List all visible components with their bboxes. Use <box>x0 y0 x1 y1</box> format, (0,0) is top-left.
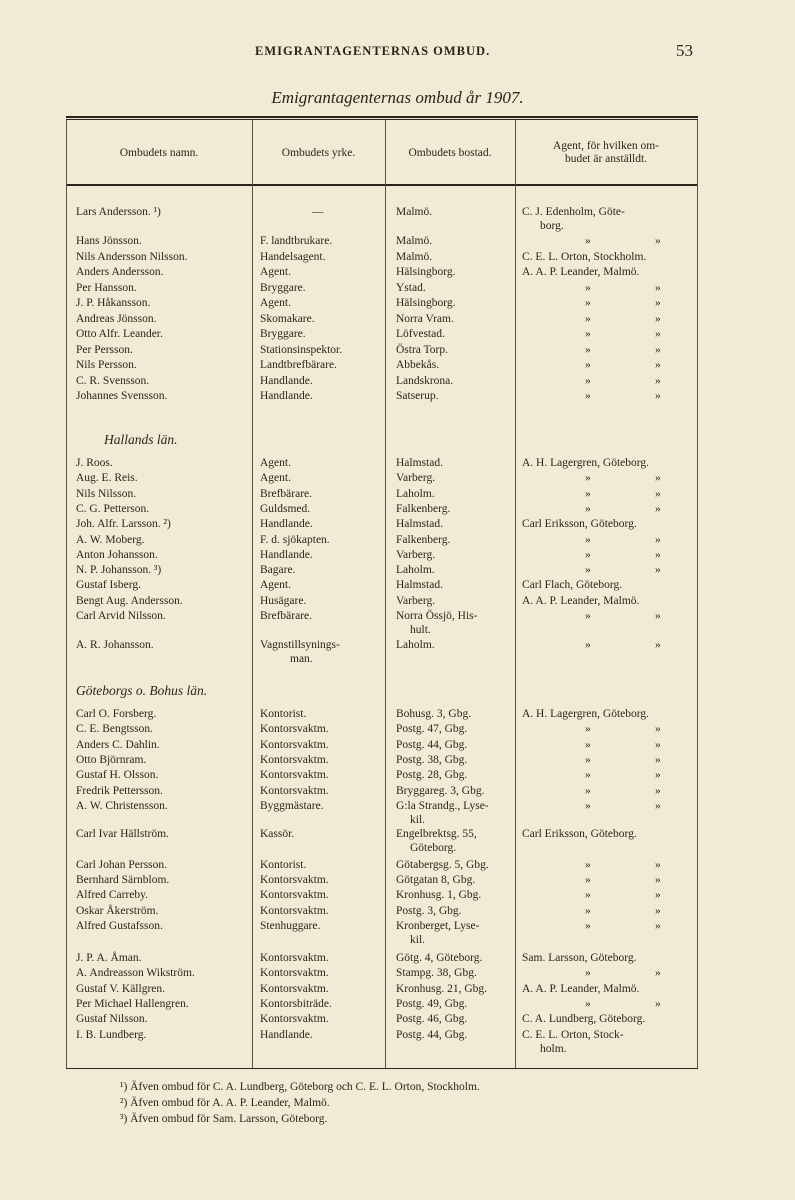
ditto-mark: » <box>585 769 591 782</box>
document-title: Emigrantagenternas ombud år 1907. <box>271 88 524 107</box>
cell-residence-cont: kil. <box>410 934 426 946</box>
cell-name: C. E. Bengtsson. <box>76 723 153 736</box>
cell-profession: Kontorist. <box>260 858 307 871</box>
ditto-mark: » <box>585 281 591 294</box>
cell-residence: Bryggareg. 3, Gbg. <box>396 784 485 797</box>
ditto-mark: » <box>655 723 661 736</box>
ditto-mark: » <box>585 738 591 751</box>
running-head <box>0 41 795 64</box>
cell-profession: Agent. <box>260 297 291 309</box>
cell-profession: Kontorsbiträde. <box>260 997 332 1010</box>
ditto-mark: » <box>655 889 661 902</box>
cell-agent-cont: borg. <box>540 220 564 232</box>
cell-profession: Agent. <box>260 472 291 485</box>
header-bottom-rule <box>66 184 698 186</box>
ditto-mark: » <box>655 874 661 887</box>
cell-residence: Norra Vram. <box>396 312 454 325</box>
ditto-mark: » <box>585 359 591 371</box>
cell-residence: Kronhusg. 1, Gbg. <box>396 889 482 902</box>
ditto-mark: » <box>585 487 591 500</box>
cell-profession: Kontorsvaktm. <box>260 1013 329 1026</box>
cell-residence: Postg. 44, Gbg. <box>396 738 468 751</box>
cell-profession: Brefbärare. <box>260 487 313 500</box>
header-agent <box>515 128 697 178</box>
cell-profession: Handelsagent. <box>260 250 326 263</box>
cell-name: Carl Arvid Nilsson. <box>76 610 166 622</box>
cell-profession: Kontorsvaktm. <box>260 769 329 782</box>
ditto-mark: » <box>655 374 661 387</box>
ditto-mark: » <box>585 799 591 812</box>
cell-name: N. P. Johansson. ³) <box>76 564 162 577</box>
cell-residence-cont: kil. <box>410 813 426 826</box>
cell-residence: Falkenberg. <box>396 533 451 546</box>
ditto-mark: » <box>655 297 661 309</box>
cell-profession: F. landtbrukare. <box>260 235 333 247</box>
cell-name: A. Andreasson Wikström. <box>76 967 195 980</box>
cell-profession: Kontorsvaktm. <box>260 982 329 995</box>
cell-profession: Handlande. <box>260 374 313 387</box>
cell-profession: Agent. <box>260 266 291 278</box>
ditto-mark: » <box>585 639 591 651</box>
cell-residence: Postg. 47, Gbg. <box>396 723 468 736</box>
ditto-mark: » <box>655 343 661 356</box>
cell-residence: Varberg. <box>396 472 436 485</box>
cell-name: Alfred Carreby. <box>76 889 149 902</box>
cell-profession: Kontorsvaktm. <box>260 753 329 766</box>
cell-profession: Kontorsvaktm. <box>260 784 329 797</box>
ditto-mark: » <box>585 390 591 402</box>
cell-residence: Malmö. <box>396 250 433 263</box>
cell-agent: C. E. L. Orton, Stockholm. <box>522 250 647 263</box>
cell-name: I. B. Lundberg. <box>76 1028 147 1041</box>
ditto-mark: » <box>655 472 661 485</box>
cell-agent: C. A. Lundberg, Göteborg. <box>522 1013 646 1026</box>
cell-residence: Götabergsg. 5, Gbg. <box>396 858 489 871</box>
ditto-mark: » <box>585 967 591 980</box>
cell-residence: Kronberget, Lyse- <box>396 920 480 932</box>
cell-residence: Halmstad. <box>396 518 443 531</box>
cell-agent: A. A. P. Leander, Malmö. <box>522 982 640 995</box>
cell-residence: Stampg. 38, Gbg. <box>396 967 477 980</box>
table-top-rule-thin <box>66 119 698 120</box>
cell-name: Gustaf V. Källgren. <box>76 982 166 995</box>
ditto-mark: » <box>585 472 591 485</box>
cell-name: Carl Johan Persson. <box>76 858 168 871</box>
cell-residence: Varberg. <box>396 548 436 561</box>
cell-agent: A. A. P. Leander, Malmö. <box>522 594 640 607</box>
cell-residence: Laholm. <box>396 564 435 577</box>
cell-residence: Löfvestad. <box>396 328 445 340</box>
ditto-mark: » <box>585 723 591 736</box>
cell-residence-cont: hult. <box>410 624 431 636</box>
cell-residence: Ystad. <box>396 281 426 294</box>
cell-residence: Satserup. <box>396 390 439 402</box>
cell-agent: Carl Eriksson, Göteborg. <box>522 827 637 840</box>
cell-profession: Kontorist. <box>260 708 307 720</box>
cell-residence: Postg. 46, Gbg. <box>396 1013 468 1026</box>
cell-residence: Abbekås. <box>396 359 440 371</box>
ditto-mark: » <box>655 967 661 980</box>
cell-residence: Hälsingborg. <box>396 266 456 278</box>
cell-profession: Kontorsvaktm. <box>260 952 329 964</box>
ditto-mark: » <box>655 487 661 500</box>
footnote: ³) Äfven ombud för Sam. Larsson, Göteborg. <box>120 1113 328 1125</box>
ditto-mark: » <box>585 235 591 247</box>
cell-residence: Götgatan 8, Gbg. <box>396 874 476 887</box>
column-divider <box>66 120 67 1068</box>
cell-agent: C. E. L. Orton, Stock- <box>522 1028 624 1041</box>
cell-residence: Halmstad. <box>396 457 443 469</box>
ditto-mark: » <box>655 639 661 651</box>
ditto-mark: » <box>655 533 661 546</box>
ditto-mark: » <box>655 904 661 917</box>
cell-residence: Laholm. <box>396 487 435 500</box>
cell-agent: A. A. P. Leander, Malmö. <box>522 266 640 278</box>
cell-name: Fredrik Pettersson. <box>76 784 163 797</box>
cell-name: Johannes Svensson. <box>76 390 168 402</box>
cell-name: Aug. E. Reis. <box>76 472 138 485</box>
cell-name: Otto Björnram. <box>76 753 147 766</box>
cell-agent: A. H. Lagergren, Göteborg. <box>522 457 649 469</box>
cell-name: Anton Johansson. <box>76 548 158 561</box>
ditto-mark: » <box>655 328 661 340</box>
ditto-mark: » <box>655 799 661 812</box>
cell-name: J. P. A. Åman. <box>76 952 142 964</box>
cell-name: Gustaf Nilsson. <box>76 1013 148 1026</box>
cell-profession: Handlande. <box>260 548 313 561</box>
ditto-mark: » <box>585 312 591 325</box>
cell-residence: Postg. 3, Gbg. <box>396 904 462 917</box>
cell-name: Otto Alfr. Leander. <box>76 328 163 340</box>
ditto-mark: » <box>655 235 661 247</box>
cell-residence: Norra Össjö, His- <box>396 610 478 622</box>
cell-residence: Östra Torp. <box>396 343 449 356</box>
cell-profession: Kontorsvaktm. <box>260 723 329 736</box>
ditto-mark: » <box>585 997 591 1010</box>
cell-residence-cont: Göteborg. <box>410 841 457 854</box>
cell-name: Bengt Aug. Andersson. <box>76 594 183 607</box>
cell-residence: Postg. 28, Gbg. <box>396 769 468 782</box>
cell-name: Alfred Gustafsson. <box>76 920 163 932</box>
cell-residence: Engelbrektsg. 55, <box>396 827 477 840</box>
page-number: 53 <box>676 41 693 60</box>
cell-name: Nils Persson. <box>76 359 137 371</box>
cell-residence: Postg. 44, Gbg. <box>396 1028 468 1041</box>
cell-name: Per Michael Hallengren. <box>76 997 189 1010</box>
ditto-mark: » <box>655 920 661 932</box>
ditto-mark: » <box>655 312 661 325</box>
cell-name: Per Hansson. <box>76 281 137 294</box>
ditto-mark: » <box>585 784 591 797</box>
ditto-mark: » <box>655 564 661 577</box>
cell-profession: Byggmästare. <box>260 799 324 812</box>
ditto-mark: » <box>655 784 661 797</box>
ditto-mark: » <box>585 564 591 577</box>
cell-residence: Falkenberg. <box>396 502 451 515</box>
cell-name: Anders C. Dahlin. <box>76 738 160 751</box>
cell-name: J. Roos. <box>76 457 113 469</box>
cell-name: Hans Jönsson. <box>76 235 142 247</box>
section-heading-halland: Hallands län. <box>104 432 178 447</box>
cell-name: A. R. Johansson. <box>76 639 154 651</box>
cell-name: C. R. Svensson. <box>76 374 150 387</box>
section-heading-goteborg: Göteborgs o. Bohus län. <box>76 683 208 698</box>
footnote: ²) Äfven ombud för A. A. P. Leander, Malmö. <box>120 1097 330 1109</box>
cell-profession: Agent. <box>260 579 291 592</box>
ditto-mark: » <box>585 502 591 515</box>
ditto-mark: » <box>655 997 661 1010</box>
ditto-mark: » <box>585 533 591 546</box>
cell-name: Joh. Alfr. Larsson. ²) <box>76 518 171 531</box>
cell-name: Nils Andersson Nilsson. <box>76 250 188 263</box>
cell-residence: Bohusg. 3, Gbg. <box>396 708 472 720</box>
cell-profession: Bagare. <box>260 564 296 577</box>
cell-profession: Kontorsvaktm. <box>260 738 329 751</box>
ditto-mark: » <box>585 904 591 917</box>
ditto-mark: » <box>655 738 661 751</box>
ditto-mark: » <box>655 281 661 294</box>
cell-name: A. W. Moberg. <box>76 533 145 546</box>
header-name: Ombudets namn. <box>119 146 199 159</box>
cell-residence: Malmö. <box>396 235 433 247</box>
cell-agent: C. J. Edenholm, Göte- <box>522 206 625 218</box>
ditto-mark: » <box>585 889 591 902</box>
ditto-mark: » <box>655 610 661 622</box>
ditto-mark: » <box>655 753 661 766</box>
ditto-mark: » <box>585 297 591 309</box>
cell-residence: Kronhusg. 21, Gbg. <box>396 982 488 995</box>
ditto-mark: » <box>655 359 661 371</box>
table-bottom-rule <box>66 1068 698 1069</box>
cell-profession: Landtbrefbärare. <box>260 359 337 371</box>
running-head-title: EMIGRANTAGENTERNAS OMBUD. <box>255 44 491 58</box>
ditto-mark: » <box>585 610 591 622</box>
cell-name: Nils Nilsson. <box>76 487 137 500</box>
cell-profession: Kontorsvaktm. <box>260 889 329 902</box>
cell-name: Bernhard Särnblom. <box>76 874 170 887</box>
cell-profession: Kontorsvaktm. <box>260 874 329 887</box>
cell-residence: G:la Strandg., Lyse- <box>396 799 489 812</box>
cell-name: Andreas Jönsson. <box>76 312 157 325</box>
ditto-mark: » <box>585 374 591 387</box>
cell-profession: Kassör. <box>260 827 295 840</box>
cell-residence: Postg. 38, Gbg. <box>396 753 468 766</box>
cell-name: Lars Andersson. ¹) <box>76 206 161 218</box>
cell-profession: Agent. <box>260 457 291 469</box>
header-profession: Ombudets yrke. <box>281 146 356 159</box>
cell-name: J. P. Håkansson. <box>76 297 151 309</box>
header-residence: Ombudets bostad. <box>408 146 492 159</box>
ditto-mark: » <box>585 753 591 766</box>
cell-name: Carl Ivar Hällström. <box>76 827 169 840</box>
cell-residence: Postg. 49, Gbg. <box>396 997 468 1010</box>
column-divider <box>515 120 516 1068</box>
cell-agent: Sam. Larsson, Göteborg. <box>522 952 637 964</box>
cell-residence: Laholm. <box>396 639 435 651</box>
cell-agent: Carl Eriksson, Göteborg. <box>522 518 637 531</box>
cell-residence: Götg. 4, Göteborg. <box>396 952 483 964</box>
ditto-mark: » <box>655 769 661 782</box>
cell-profession: Vagnstillsynings- <box>260 639 340 651</box>
cell-residence: Halmstad. <box>396 579 443 592</box>
cell-profession: Kontorsvaktm. <box>260 904 329 917</box>
ditto-mark: » <box>585 874 591 887</box>
cell-profession: Bryggare. <box>260 328 306 340</box>
cell-name: Per Persson. <box>76 343 133 356</box>
cell-name: A. W. Christensson. <box>76 799 168 812</box>
ditto-mark: » <box>585 858 591 871</box>
header-agent-line1: Agent, för hvilken om- <box>552 140 660 152</box>
ditto-mark: » <box>585 328 591 340</box>
cell-residence: Malmö. <box>396 206 433 218</box>
cell-profession: Guldsmed. <box>260 502 311 515</box>
cell-profession: — <box>312 206 324 218</box>
cell-profession: Husägare. <box>260 594 307 607</box>
cell-residence: Hälsingborg. <box>396 297 456 309</box>
cell-profession: Stationsinspektor. <box>260 343 343 356</box>
cell-profession: Handlande. <box>260 1028 313 1041</box>
cell-name: Gustaf Isberg. <box>76 579 141 592</box>
footnote: ¹) Äfven ombud för C. A. Lundberg, Göteborg och C. E. L. Orton, Stockholm. <box>120 1081 480 1093</box>
cell-agent: Carl Flach, Göteborg. <box>522 579 623 592</box>
cell-profession: Handlande. <box>260 390 313 402</box>
cell-profession: Stenhuggare. <box>260 920 321 932</box>
cell-agent-cont: holm. <box>540 1042 567 1055</box>
cell-residence: Varberg. <box>396 594 436 607</box>
ditto-mark: » <box>585 548 591 561</box>
header-agent-line2: budet är anställdt. <box>564 153 648 165</box>
cell-profession: Skomakare. <box>260 312 315 325</box>
cell-name: C. G. Petterson. <box>76 502 150 515</box>
table-top-rule <box>66 116 698 118</box>
cell-profession: Kontorsvaktm. <box>260 967 329 980</box>
ditto-mark: » <box>585 343 591 356</box>
cell-profession-cont: man. <box>290 653 313 665</box>
cell-profession: F. d. sjökapten. <box>260 533 330 546</box>
cell-profession: Handlande. <box>260 518 313 531</box>
ditto-mark: » <box>655 548 661 561</box>
cell-name: Carl O. Forsberg. <box>76 708 157 720</box>
cell-profession: Brefbärare. <box>260 610 313 622</box>
cell-name: Oskar Åkerström. <box>76 904 159 917</box>
cell-profession: Bryggare. <box>260 281 306 294</box>
ditto-mark: » <box>585 920 591 932</box>
ditto-mark: » <box>655 858 661 871</box>
cell-name: Gustaf H. Olsson. <box>76 769 159 782</box>
cell-name: Anders Andersson. <box>76 266 164 278</box>
cell-agent: A. H. Lagergren, Göteborg. <box>522 708 649 720</box>
cell-residence: Landskrona. <box>396 374 454 387</box>
column-divider <box>385 120 386 1068</box>
ditto-mark: » <box>655 502 661 515</box>
ditto-mark: » <box>655 390 661 402</box>
